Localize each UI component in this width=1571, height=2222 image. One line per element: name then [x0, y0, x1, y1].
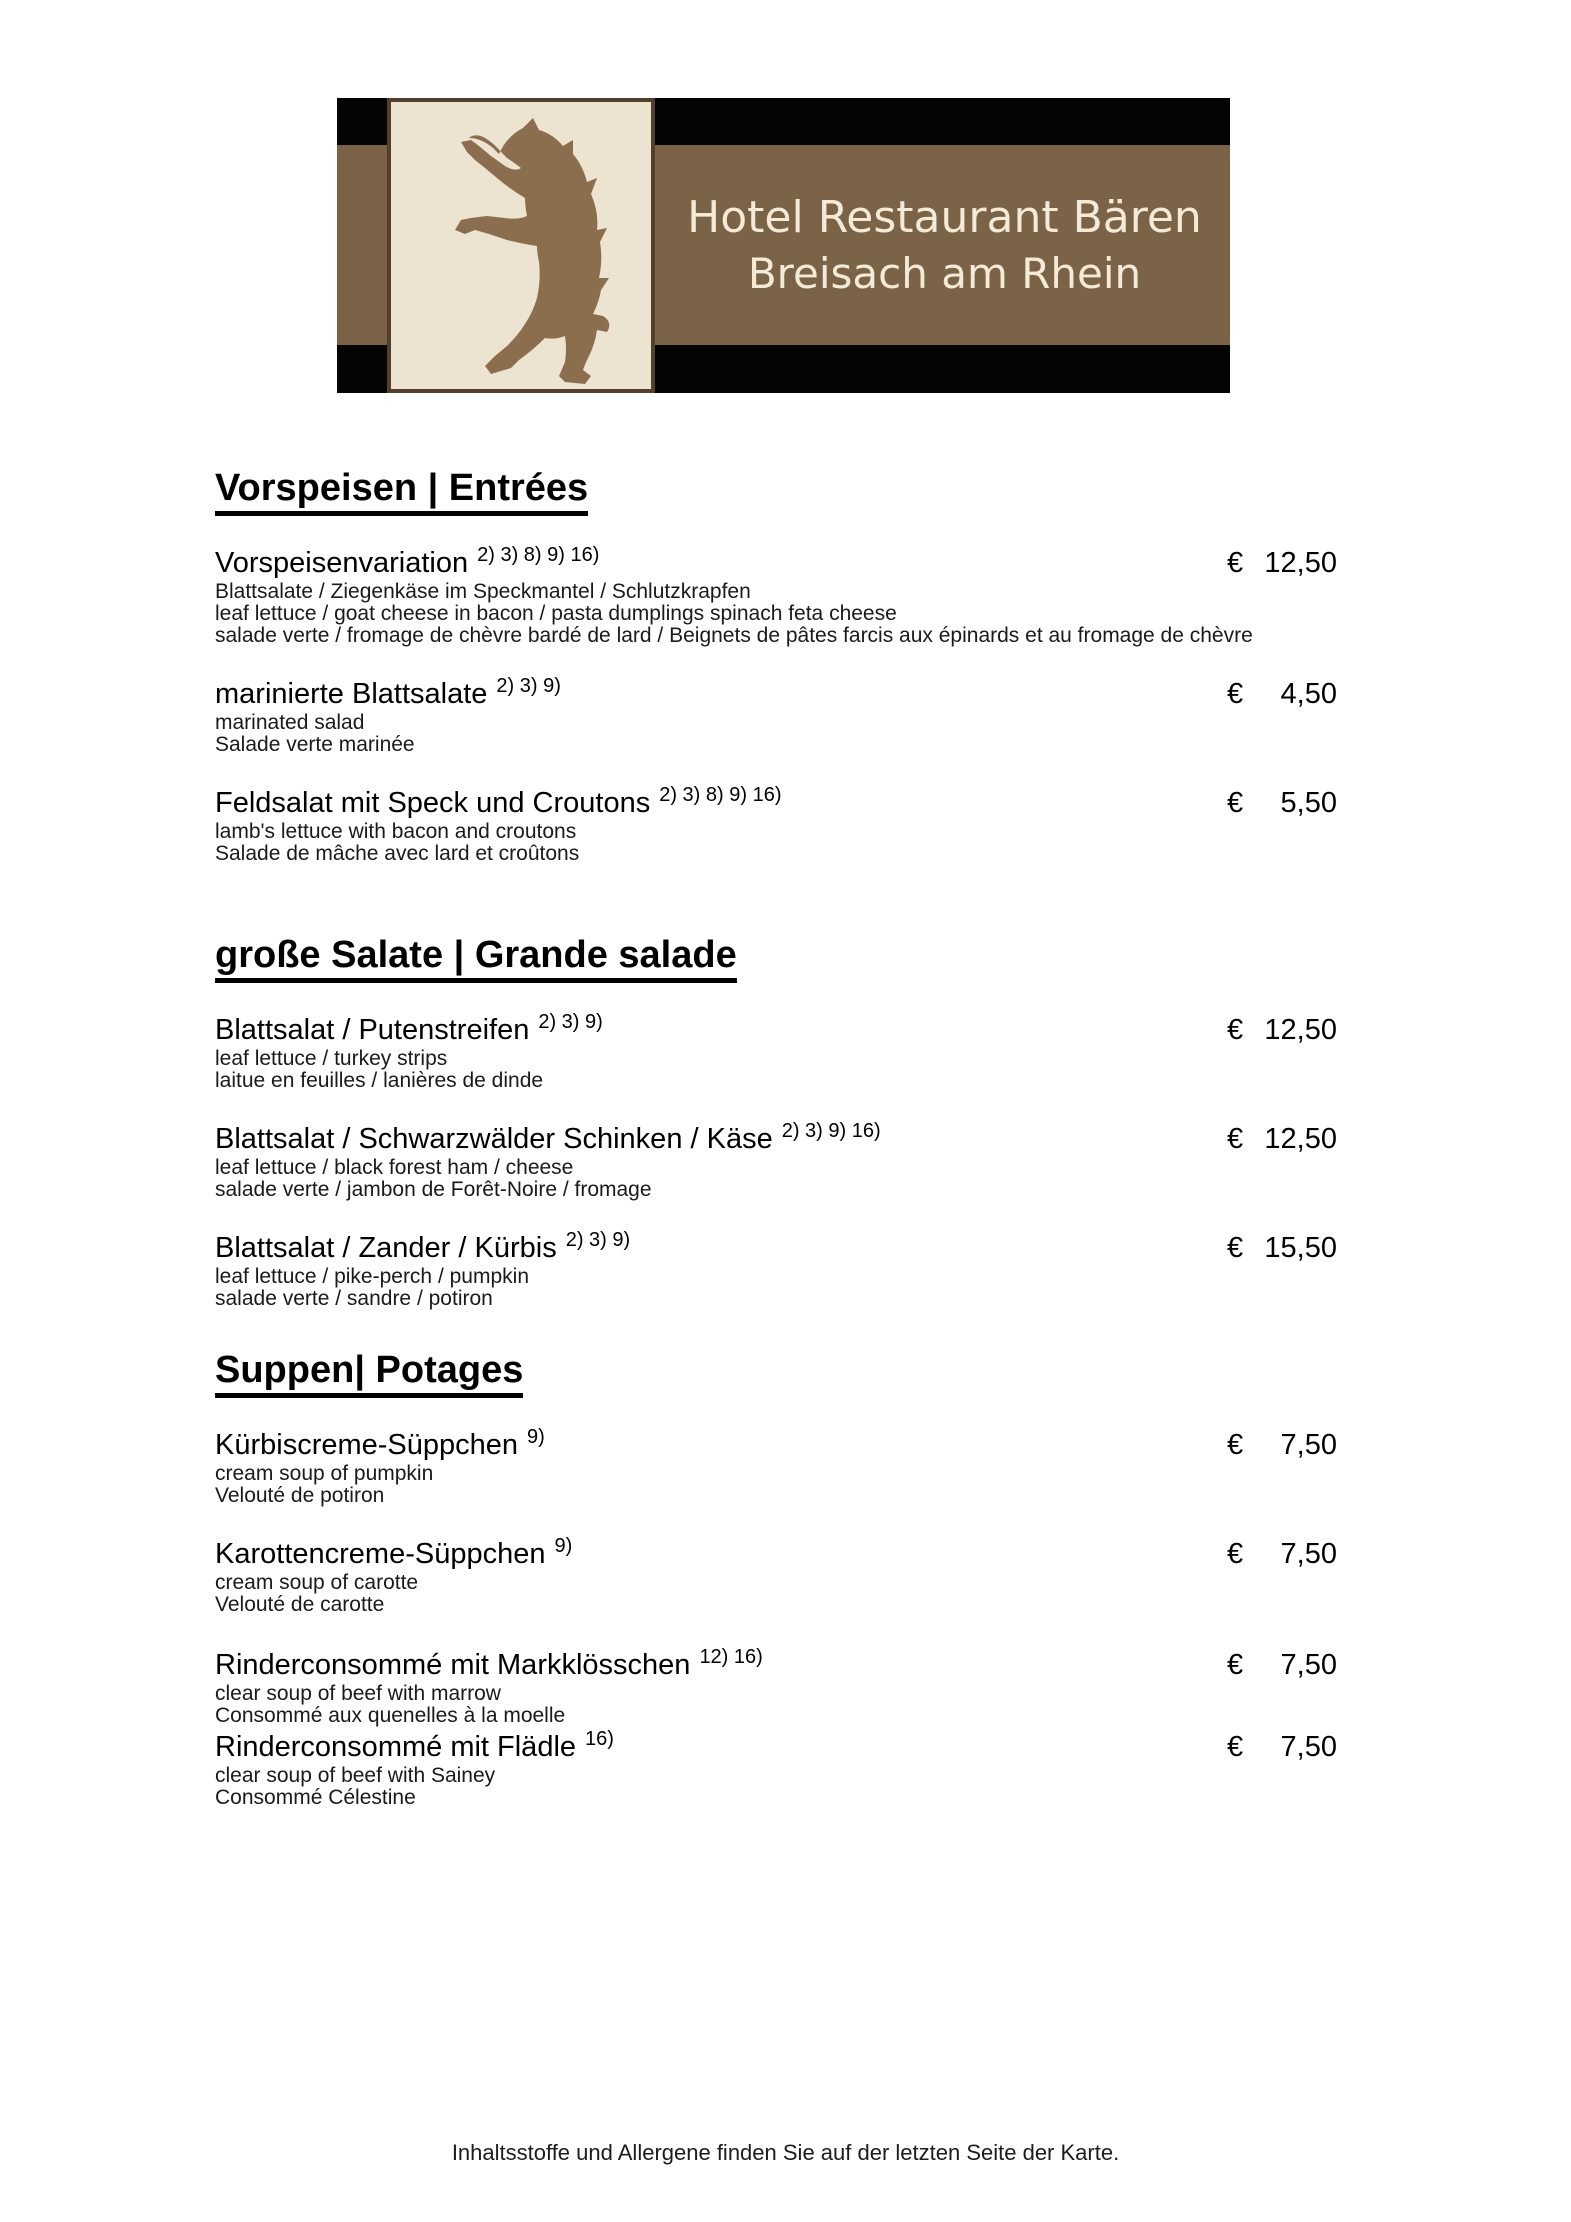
item-desc-line: marinated salad	[215, 711, 365, 734]
item-title-text: Vorspeisenvariation	[215, 547, 469, 579]
item-footnotes: 9)	[527, 1426, 545, 1449]
logo-text	[667, 145, 1222, 345]
item-desc-line: leaf lettuce / pike-perch / pumpkin	[215, 1265, 529, 1288]
item-footnotes: 9)	[554, 1535, 573, 1558]
item-head	[215, 1537, 1337, 1572]
item-head	[215, 1428, 1337, 1463]
item-title-text: Blattsalat / Putenstreifen	[215, 1014, 530, 1046]
price-currency: €	[1227, 1123, 1244, 1155]
item-desc-line: Consommé Célestine	[215, 1786, 416, 1809]
item-title-text: marinierte Blattsalate	[215, 678, 488, 710]
price-value: 7,50	[1280, 1731, 1337, 1763]
section-heading: Vorspeisen | Entrées	[215, 468, 588, 516]
logo-banner	[337, 98, 1230, 393]
item-head	[215, 1231, 1337, 1266]
menu-item	[215, 1537, 1337, 1616]
section-heading: Suppen| Potages	[215, 1350, 523, 1398]
price-value: 7,50	[1280, 1649, 1337, 1681]
menu-item	[215, 1122, 1337, 1201]
item-title	[215, 677, 1227, 712]
price-value: 12,50	[1264, 1014, 1337, 1046]
item-head	[215, 1013, 1337, 1048]
item-title	[215, 1537, 1227, 1572]
price-value: 5,50	[1280, 787, 1337, 819]
item-title-text: Karottencreme-Süppchen	[215, 1538, 546, 1570]
menu-item	[215, 786, 1337, 865]
item-title-text: Rinderconsommé mit Flädle	[215, 1731, 577, 1763]
item-head	[215, 1122, 1337, 1157]
item-desc-line: cream soup of carotte	[215, 1571, 419, 1594]
menu-item	[215, 677, 1337, 756]
menu-item	[215, 1730, 1337, 1809]
item-head	[215, 546, 1337, 581]
price-currency: €	[1227, 787, 1244, 819]
item-footnotes: 2) 3) 9) 16)	[781, 1120, 881, 1143]
item-footnotes: 2) 3) 9)	[565, 1229, 631, 1252]
price-currency: €	[1227, 1429, 1244, 1461]
item-desc-line: leaf lettuce / goat cheese in bacon / pasta dumplings spinach feta cheese	[215, 602, 897, 625]
logo-subtitle: Breisach am Rhein	[747, 249, 1142, 298]
price-currency: €	[1227, 1014, 1244, 1046]
logo-title: Hotel Restaurant Bären	[687, 192, 1202, 243]
item-title-text: Feldsalat mit Speck und Croutons	[215, 787, 651, 819]
logo-bear-panel	[387, 98, 655, 393]
item-footnotes: 16)	[585, 1728, 614, 1751]
item-price	[1227, 1014, 1337, 1047]
item-price	[1227, 678, 1337, 711]
item-footnotes: 12) 16)	[699, 1646, 763, 1669]
item-price	[1227, 547, 1337, 580]
item-head	[215, 786, 1337, 821]
price-value: 7,50	[1280, 1538, 1337, 1570]
footer-note: Inhaltsstoffe und Allergene finden Sie auf der letzten Seite der Karte.	[451, 2140, 1120, 2165]
item-head	[215, 1648, 1337, 1683]
item-desc-line: salade verte / fromage de chèvre bardé de lard / Beignets de pâtes farcis aux épinards et au fromage de chèvre	[215, 624, 1253, 647]
item-footnotes: 2) 3) 9)	[538, 1011, 603, 1034]
item-footnotes: 2) 3) 9)	[496, 675, 561, 698]
item-desc-line: Salade de mâche avec lard et croûtons	[215, 842, 580, 865]
item-title-text: Blattsalat / Schwarzwälder Schinken / Käse	[215, 1123, 773, 1155]
item-desc-line: lamb's lettuce with bacon and croutons	[215, 820, 577, 843]
bear-rampant-icon	[391, 102, 651, 389]
item-title	[215, 1231, 1227, 1266]
menu-item	[215, 1231, 1337, 1310]
item-title	[215, 1013, 1227, 1048]
item-price	[1227, 787, 1337, 820]
section-salads	[215, 935, 1337, 1310]
item-desc-line: Salade verte marinée	[215, 733, 415, 756]
item-footnotes: 2) 3) 8) 9) 16)	[477, 544, 600, 567]
menu-item	[215, 1013, 1337, 1092]
item-title	[215, 1730, 1227, 1765]
menu-item	[215, 1648, 1337, 1727]
price-currency: €	[1227, 1731, 1244, 1763]
price-value: 7,50	[1280, 1429, 1337, 1461]
price-value: 15,50	[1264, 1232, 1337, 1264]
price-currency: €	[1227, 1538, 1244, 1570]
price-currency: €	[1227, 1649, 1244, 1681]
section-starters	[215, 468, 1337, 865]
item-title	[215, 786, 1227, 821]
item-desc-line: leaf lettuce / black forest ham / cheese	[215, 1156, 574, 1179]
item-desc-line: Consommé aux quenelles à la moelle	[215, 1704, 566, 1727]
item-desc-line: clear soup of beef with Sainey	[215, 1764, 496, 1787]
item-desc-line: laitue en feuilles / lanières de dinde	[215, 1069, 544, 1092]
item-desc-line: Velouté de potiron	[215, 1484, 385, 1507]
item-title-text: Rinderconsommé mit Markklösschen	[215, 1649, 691, 1681]
item-desc-line: cream soup of pumpkin	[215, 1462, 434, 1485]
item-price	[1227, 1232, 1337, 1265]
price-currency: €	[1227, 1232, 1244, 1264]
item-title-text: Kürbiscreme-Süppchen	[215, 1429, 519, 1461]
menu-item	[215, 546, 1337, 647]
item-footnotes: 2) 3) 8) 9) 16)	[659, 784, 782, 807]
item-title	[215, 546, 1227, 581]
item-price	[1227, 1649, 1337, 1682]
item-title	[215, 1648, 1227, 1683]
price-value: 12,50	[1264, 1123, 1337, 1155]
item-title-text: Blattsalat / Zander / Kürbis	[215, 1232, 557, 1264]
price-currency: €	[1227, 678, 1244, 710]
item-desc-line: Velouté de carotte	[215, 1593, 385, 1616]
item-price	[1227, 1731, 1337, 1764]
item-head	[215, 1730, 1337, 1765]
item-price	[1227, 1429, 1337, 1462]
section-soups	[215, 1350, 1337, 1809]
item-desc-line: salade verte / sandre / potiron	[215, 1287, 493, 1310]
item-desc-line: clear soup of beef with marrow	[215, 1682, 501, 1705]
item-desc-line: Blattsalate / Ziegenkäse im Speckmantel / Schlutzkrapfen	[215, 580, 751, 603]
item-desc-line: leaf lettuce / turkey strips	[215, 1047, 448, 1070]
price-currency: €	[1227, 547, 1244, 579]
item-head	[215, 677, 1337, 712]
price-value: 4,50	[1280, 678, 1337, 710]
price-value: 12,50	[1264, 547, 1337, 579]
item-title	[215, 1428, 1227, 1463]
item-price	[1227, 1123, 1337, 1156]
section-heading: große Salate | Grande salade	[215, 935, 737, 983]
item-price	[1227, 1538, 1337, 1571]
item-title	[215, 1122, 1227, 1157]
item-desc-line: salade verte / jambon de Forêt-Noire / fromage	[215, 1178, 652, 1201]
menu-content	[215, 468, 1337, 1809]
menu-item	[215, 1428, 1337, 1507]
